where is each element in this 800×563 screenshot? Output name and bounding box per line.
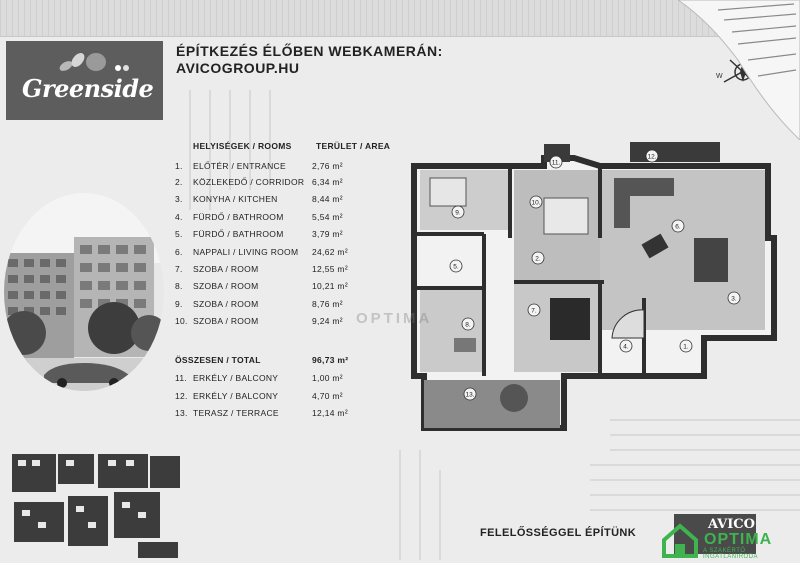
room-name: FÜRDŐ / BATHROOM [193, 212, 284, 222]
room-name: KÖZLEKEDŐ / CORRIDOR [193, 177, 305, 187]
compass-w-label: W [716, 73, 723, 80]
room-number: 1. [175, 161, 183, 171]
webcam-url: AVICOGROUP.HU [176, 60, 300, 76]
room-label: 3. [731, 295, 737, 303]
room-area: 3,79 m² [312, 229, 343, 239]
room-name: ÖSSZESEN / TOTAL [175, 355, 261, 365]
room-name: ERKÉLY / BALCONY [193, 391, 279, 401]
room-number: 2. [175, 177, 183, 187]
room-name: SZOBA / ROOM [193, 316, 259, 326]
room-row [175, 161, 395, 175]
room-label: 4. [623, 343, 629, 351]
room-number: 4. [175, 212, 183, 222]
room-area: 6,34 m² [312, 177, 343, 187]
room-area: 96,73 m² [312, 355, 349, 365]
room-label: 5. [453, 263, 459, 271]
room-name: NAPPALI / LIVING ROOM [193, 247, 299, 257]
house-icon [660, 522, 700, 558]
room-area: 9,24 m² [312, 316, 343, 326]
room-label: 11. [551, 159, 561, 167]
room-number: 10. [175, 316, 188, 326]
room-row [175, 373, 395, 387]
room-name: SZOBA / ROOM [193, 281, 259, 291]
room-name: TERASZ / TERRACE [193, 408, 279, 418]
room-row [175, 212, 395, 226]
room-number: 13. [175, 408, 188, 418]
room-row [175, 391, 395, 405]
curled-paper-corner [678, 0, 800, 140]
room-area: 24,62 m² [312, 247, 348, 257]
site-plan [8, 452, 188, 560]
room-row [175, 247, 395, 261]
room-number: 5. [175, 229, 183, 239]
optima-logo-text: OPTIMA [704, 531, 773, 548]
room-area: 8,44 m² [312, 194, 343, 204]
room-number: 7. [175, 264, 183, 274]
room-area: 12,14 m² [312, 408, 348, 418]
room-label: 12. [647, 153, 657, 161]
room-number: 3. [175, 194, 183, 204]
footer-slogan: FELELŐSSÉGGEL ÉPÍTÜNK [480, 527, 637, 539]
room-name: SZOBA / ROOM [193, 299, 259, 309]
room-label: 6. [675, 223, 681, 231]
room-number: 11. [175, 373, 188, 383]
room-label: 1. [683, 343, 689, 351]
room-number: 9. [175, 299, 183, 309]
avico-logo-text: AVICO [708, 517, 755, 532]
room-label: 7. [531, 307, 537, 315]
optima-tagline: A SZAKÉRTŐ INGATLANIRODA [703, 548, 759, 560]
area-column-header: TERÜLET / AREA [316, 141, 391, 151]
room-area: 5,54 m² [312, 212, 343, 222]
room-label: 13. [465, 391, 475, 399]
room-label: 10. [531, 199, 541, 207]
room-label: 8. [465, 321, 471, 329]
room-number: 12. [175, 391, 188, 401]
room-label: 2. [535, 255, 541, 263]
room-row [175, 408, 395, 422]
room-name: SZOBA / ROOM [193, 264, 259, 274]
room-area: 10,21 m² [312, 281, 348, 291]
room-name: KONYHA / KITCHEN [193, 194, 278, 204]
apartment-floor-plan [404, 138, 780, 440]
room-name: ELŐTÉR / ENTRANCE [193, 161, 286, 171]
building-photo [4, 193, 164, 391]
room-area: 12,55 m² [312, 264, 348, 274]
room-area: 8,76 m² [312, 299, 343, 309]
room-row [175, 177, 395, 191]
room-row [175, 194, 395, 208]
rooms-column-header: HELYISÉGEK / ROOMS [193, 141, 292, 151]
brand-logo-text: Greenside [22, 74, 154, 103]
room-area: 1,00 m² [312, 373, 343, 383]
total-row [175, 355, 395, 369]
room-number: 6. [175, 247, 183, 257]
room-name: FÜRDŐ / BATHROOM [193, 229, 284, 239]
room-number: 8. [175, 281, 183, 291]
webcam-heading: ÉPÍTKEZÉS ÉLŐBEN WEBKAMERÁN: [176, 43, 443, 59]
room-row [175, 229, 395, 243]
optima-watermark: OPTIMA [356, 310, 433, 327]
room-area: 4,70 m² [312, 391, 343, 401]
room-name: ERKÉLY / BALCONY [193, 373, 279, 383]
room-area: 2,76 m² [312, 161, 343, 171]
room-label: 9. [455, 209, 461, 217]
room-row [175, 264, 395, 278]
room-row [175, 281, 395, 295]
